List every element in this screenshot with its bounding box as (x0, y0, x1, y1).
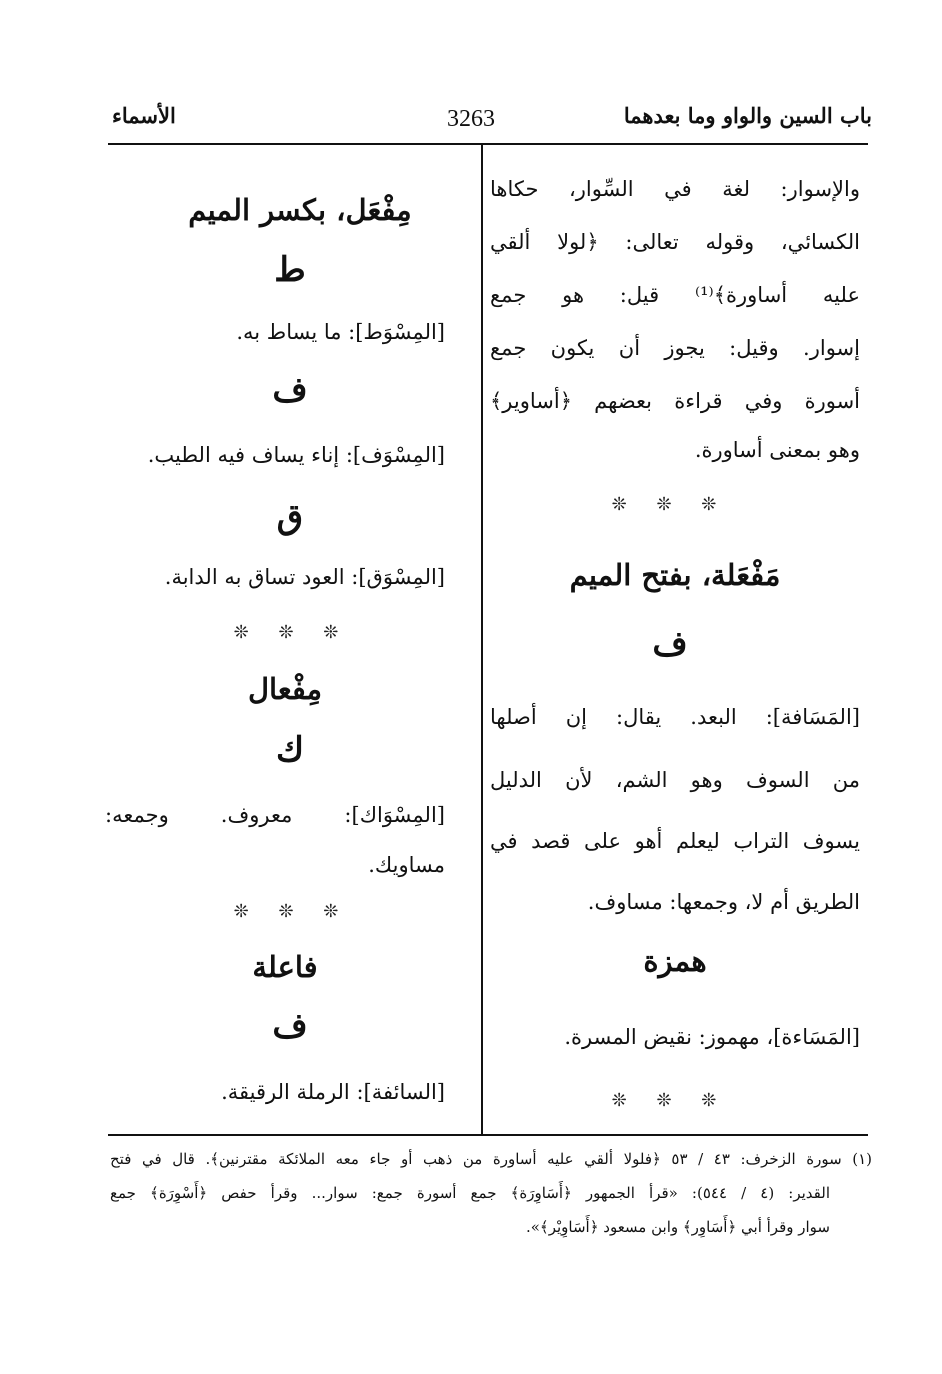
letter-heading-kaf: ك (275, 730, 305, 770)
entry-masafa-line-2: من السوف وهو الشم، لأن الدليل (490, 768, 860, 792)
heading-maf3ala: مَفْعَلة، بفتح الميم (569, 558, 781, 592)
entry-miswaf: [المِسْوَف]: إناء يساف فيه الطيب. (147, 443, 445, 467)
running-head-section: الأسماء (112, 103, 176, 128)
letter-heading-fa-left: ف (272, 370, 308, 410)
entry-miswat: [المِسْوَط]: ما يساط به. (236, 320, 445, 344)
entry-masafa-line-3: يسوف التراب ليعلم أهو على قصد في (490, 829, 860, 853)
entry-masafa-line-4: الطريق أم لا، وجمعها: مساوف. (587, 890, 860, 914)
section-separator-stars-2: ❊ ❊ ❊ (611, 1090, 729, 1111)
letter-heading-ta: ط (274, 250, 306, 290)
entry-sa2ifa: [السائفة]: الرملة الرقيقة. (221, 1080, 445, 1104)
heading-mif3al-2: مِفْعال (247, 672, 323, 706)
entry-iswar-line-5: أسورة وفي قراءة بعضهم ﴿أساوير﴾ (490, 389, 860, 413)
entry-iswar-line-3: عليه أساورة﴾⁽¹⁾ قيل: هو جمع (490, 283, 860, 307)
heading-mif3al: مِفْعَل، بكسر الميم (188, 193, 412, 227)
entry-masafa-line-1: [المَسَافة]: البعد. يقال: إن أصلها (490, 705, 860, 729)
footnote-rule (108, 1134, 868, 1136)
column-divider (481, 144, 483, 1134)
entry-iswar-line-4: إسوار. وقيل: يجوز أن يكون جمع (490, 336, 860, 360)
letter-heading-fa-left-2: ف (272, 1006, 308, 1046)
entry-iswar-line-2: الكسائي، وقوله تعالى: ﴿لولا ألقي (490, 230, 860, 254)
entry-miswaq: [المِسْوَق]: العود تساق به الدابة. (164, 565, 445, 589)
letter-heading-fa: ف (652, 624, 688, 664)
entry-miswak-line-1: [المِسْوَاك]: معروف. وجمعه: (105, 803, 445, 827)
footnote-line-2: القدير: (٤ / ٥٤٤): «قرأ الجمهور ﴿أَسَاوِرَة﴾ جمع أسورة جمع: سوار... وقرأ حفص ﴿أَسْوِرَة﴾ جمع (110, 1184, 831, 1202)
footnote-line-1: (١) سورة الزخرف: ٤٣ / ٥٣ ﴿فلولا ألقي عليه أساورة من ذهب أو جاء معه الملائكة مقترنين﴾. قال في فتح (110, 1150, 872, 1168)
heading-hamza: همزة (643, 944, 707, 978)
entry-miswak-line-2: مساويك. (368, 853, 445, 877)
heading-fa3ila: فاعلة (252, 950, 318, 984)
header-rule (108, 143, 868, 145)
entry-iswar-line-1: والإسوار: لغة في السِّوار، حكاها (490, 177, 860, 201)
section-separator-stars-left-2: ❊ ❊ ❊ (233, 901, 351, 922)
entry-iswar-line-6: وهو بمعنى أساورة. (694, 438, 860, 462)
entry-masaa: [المَسَاءة]، مهموز: نقيض المسرة. (564, 1025, 860, 1049)
section-separator-stars: ❊ ❊ ❊ (611, 494, 729, 515)
page-number: 3263 (447, 106, 495, 132)
running-head-chapter: باب السين والواو وما بعدهما (623, 103, 872, 128)
footnote-line-3: سوار وقرأ أبي ﴿أَسَاوِر﴾ وابن مسعود ﴿أَسَاوِيْر﴾». (525, 1218, 830, 1236)
letter-heading-qaf: ق (276, 497, 304, 537)
section-separator-stars-left: ❊ ❊ ❊ (233, 622, 351, 643)
